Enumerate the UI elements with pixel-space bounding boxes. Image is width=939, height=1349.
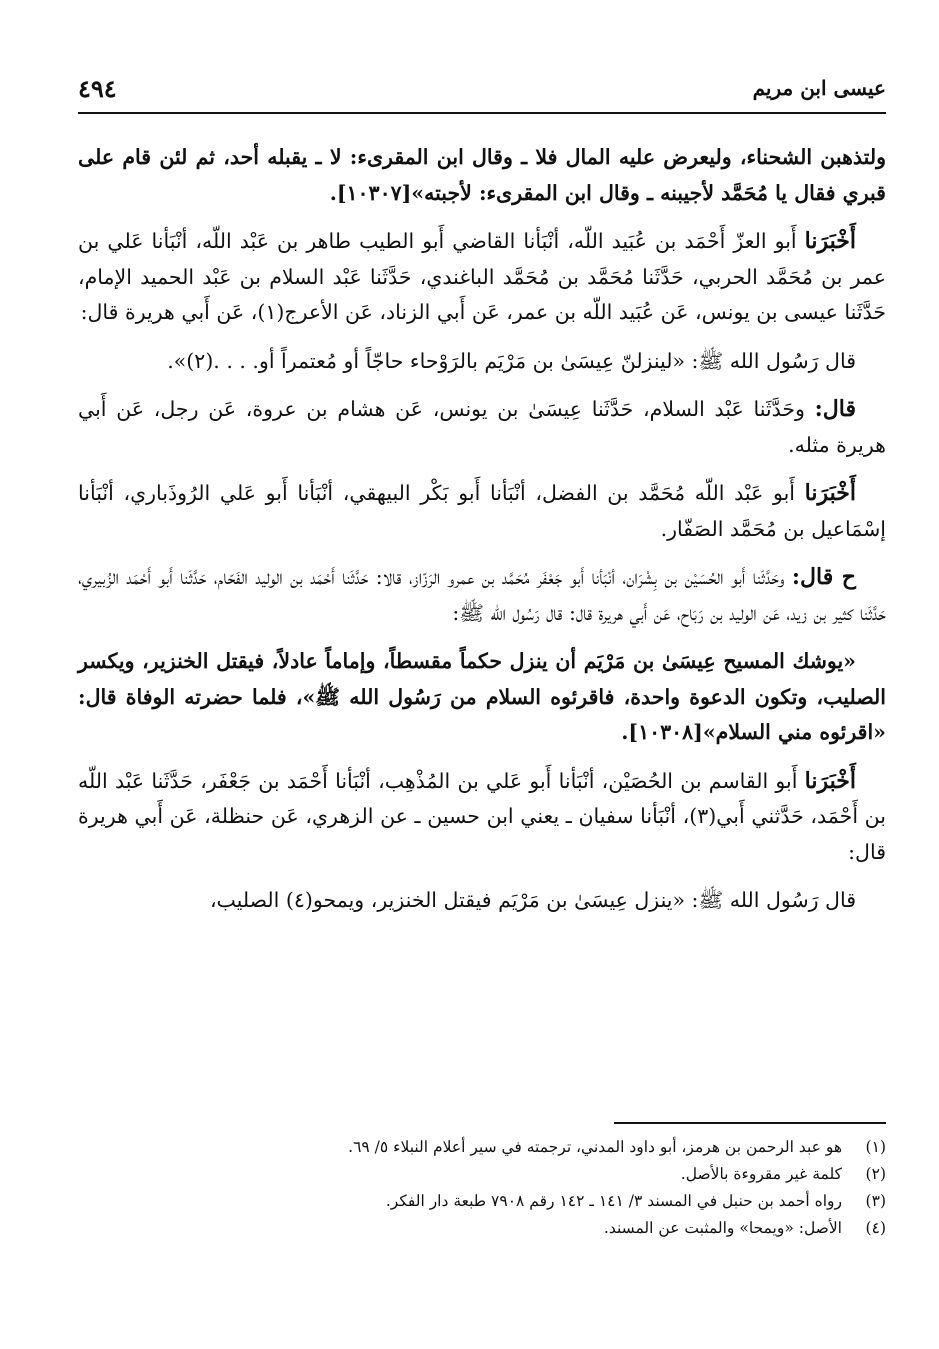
footnote-text: الأصل: «ويمحا» والمثبت عن المسند. xyxy=(603,1219,842,1237)
paragraph-8-text: أَبو القاسم بن الحُصَيْن، أنْبَأنا أَبو عَلي بن المُذْهِب، أنْبَأنا أَحْمَد بن جَعْفَر، حَدَّثَنا عَبْد اللّه بن أَحْمَد، حَدَّثني أَبي(٣)، أنْبَأنا سفيان ـ يعني ابن حسين ـ عن الزهري، عَن حنظلة، عَن أَبي هريرة قال: xyxy=(78,768,886,864)
footnote-number: (٢) xyxy=(865,1165,886,1183)
footnote-number: (٤) xyxy=(865,1219,886,1237)
paragraph-6-text: وحَدَّثَنا أَبو الحُسَيْن بن بِشْرَان، أنْبَأنا أَبو جَعْفَر مُحَمَّد بن عمرو الرَزّاز، قالا: حَدَّثَنا أَحْمَد بن الوليد الفَحّام، حَدَّثَنا أَبو أَحْمَد الزُبيري، حَدَّثَنا كثير بن زيد، عَن الوليد بن رَبَاح، عَن أَبي هريرة قال: قال رَسُول الله ﷺ: xyxy=(78,565,886,625)
footnote-4 xyxy=(78,1215,886,1242)
paragraph-5 xyxy=(78,476,886,547)
footnotes xyxy=(78,1122,886,1242)
paragraph-6 xyxy=(78,560,886,631)
paragraph-9 xyxy=(78,883,886,919)
footnote-2 xyxy=(78,1161,886,1188)
footnote-number: (١) xyxy=(865,1138,886,1156)
paragraph-2-text: أَبو العزّ أَحْمَد بن عُبَيد اللّه، أنْبَأنا القاضي أَبو الطيب طاهر بن عَبْد اللّه، أنْبَأنا عَلي بن عمر بن مُحَمَّد الحربي، حَدَّثَنا مُحَمَّد بن مُحَمَّد الباغندي، حَدَّثَنا عَبْد السلام بن عَبْد الحميد الإمام، حَدَّثَنا عيسى بن يونس، عَن عُبَيد اللّه بن عمر، عَن أَبي الزناد، عَن الأعرج(١)، عَن أَبي هريرة قال: xyxy=(78,229,886,324)
footnote-text: كلمة غير مقروءة بالأصل. xyxy=(680,1165,842,1183)
paragraph-7 xyxy=(78,644,886,751)
paragraph-8 xyxy=(78,764,886,871)
paragraph-1 xyxy=(78,140,886,211)
footnote-text: رواه أحمد بن حنبل في المسند ٣/ ١٤١ ـ ١٤٢ رقم ٧٩٠٨ طبعة دار الفكر. xyxy=(385,1192,842,1210)
paragraph-2 xyxy=(78,224,886,331)
paragraph-5-text: أَبو عَبْد اللّه مُحَمَّد بن الفضل، أنْبَأنا أَبو بَكْر البيهقي، أنْبَأنا أَبو عَلي الرُوذَباري، أنْبَأنا إسْمَاعيل بن مُحَمَّد الصَفّار. xyxy=(78,481,886,541)
footnote-3 xyxy=(78,1188,886,1215)
paragraph-4-lead: قال: xyxy=(814,396,856,422)
paragraph-3-text: قال رَسُول الله ﷺ: «لينزلنّ عِيسَىٰ بن مَرْيَم بالرَوْحاء حاجّاً أو مُعتمراً أو. . . .(٢)». xyxy=(167,348,856,373)
footnote-rule xyxy=(614,1122,886,1124)
main-text xyxy=(78,140,886,932)
paragraph-3 xyxy=(78,344,886,380)
paragraph-5-lead: أَخْبَرَنا xyxy=(804,480,856,506)
paragraph-2-lead: أَخْبَرَنا xyxy=(804,228,856,254)
paragraph-7-text: «يوشك المسيح عِيسَىٰ بن مَرْيَم أن ينزل حكماً مقسطاً، وإماماً عادلاً، فيقتل الخنزير، ويكسر الصليب، وتكون الدعوة واحدة، فاقرئوه السلام من رَسُول الله ﷺ»، فلما حضرته الوفاة قال: «اقرئوه مني السلام»[١٠٣٠٨]. xyxy=(78,649,886,744)
paragraph-9-text: قال رَسُول الله ﷺ: «ينزل عِيسَىٰ بن مَرْيَم فيقتل الخنزير، ويمحو(٤) الصليب، xyxy=(209,888,856,912)
header-rule xyxy=(78,112,886,114)
page-header xyxy=(78,68,886,114)
paragraph-6-lead: ح قال: xyxy=(791,564,856,590)
footnote-number: (٣) xyxy=(865,1192,886,1210)
page-number: ٤٩٤ xyxy=(78,74,117,103)
paragraph-8-lead: أَخْبَرَنا xyxy=(804,767,856,794)
footnote-list xyxy=(78,1134,886,1242)
footnote-text: هو عبد الرحمن بن هرمز، أبو داود المدني، ترجمته في سير أعلام النبلاء ٥/ ٦٩. xyxy=(348,1138,842,1156)
paragraph-4-text: وحَدَّثَنا عَبْد السلام، حَدَّثَنا عِيسَىٰ بن يونس، عَن هشام بن عروة، عَن رجل، عَن أَبي هريرة مثله. xyxy=(78,397,886,457)
paragraph-4 xyxy=(78,392,886,463)
footnote-1 xyxy=(78,1134,886,1161)
running-title: عيسى ابن مريم xyxy=(752,76,886,100)
paragraph-1-text: ولتذهبن الشحناء، وليعرض عليه المال فلا ـ وقال ابن المقرىء: لا ـ يقبله أحد، ثم لئن قام على قبري فقال يا مُحَمَّد لأجيبنه ـ وقال ابن المقرىء: لأجبته»[١٠٣٠٧]. xyxy=(78,145,886,205)
